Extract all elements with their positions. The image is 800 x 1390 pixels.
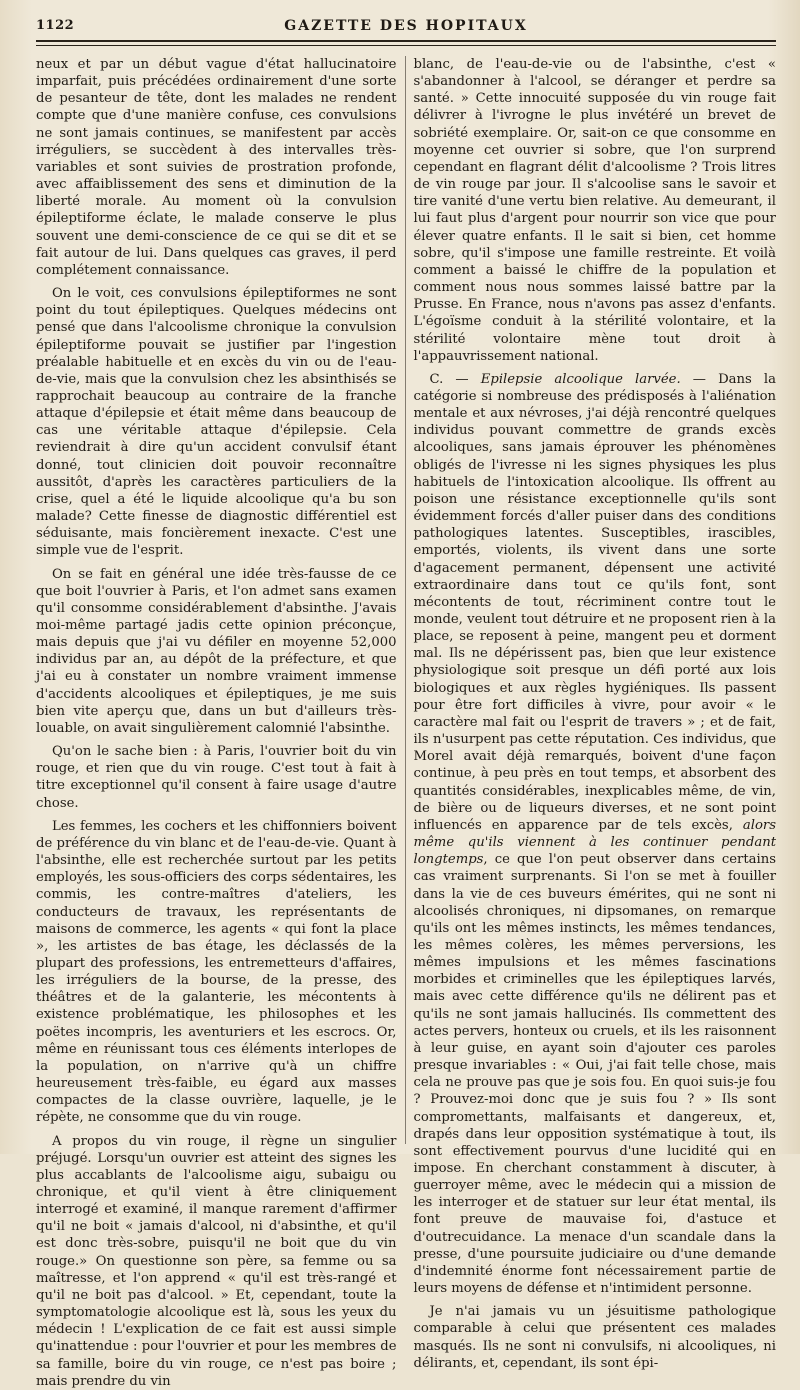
column-divider (405, 56, 406, 1144)
left-column (36, 56, 397, 1389)
paragraph: Qu'on le sache bien : à Paris, l'ouvrier boit du vin rouge, et rien que du vin rouge. C'est tout à fait à titre exceptionnel qu'il consent à faire usage d'autre chose. (36, 744, 397, 811)
section-italic-phrase: alors même qu'ils viennent à les continuer pendant longtemps (413, 817, 776, 868)
paragraph: On se fait en général une idée très-fausse de ce que boit l'ouvrier à Paris, et l'on admet sans examen qu'il consomme considérablement d'absinthe. J'avais moi-même partagé jadis cette opinion préconçue, mais depuis que j'ai vu défiler en moyenne 52,000 individus par an, au dépôt de la préfecture, et que j'ai eu à constater un nombre vraiment immense d'accidents alcooliques et épileptiques, je me suis bien vite aperçu que, dans un but d'ailleurs très-louable, on avait singulièrement calomnié l'absinthe. (36, 566, 397, 736)
paragraph: Les femmes, les cochers et les chiffonniers boivent de préférence du vin blanc et de l'eau-de-vie. Quant à l'absinthe, elle est recherchée surtout par les petits employés, les sous-officiers des corps sédentaires, les commis, les contre-maîtres d'ateliers, les conducteurs de travaux, les représentants de maisons de commerce, les agents « qui font la place », les artistes de bas étage, les déclassés de la plupart des professions, les entremetteurs d'affaires, les irréguliers de la bourse, de la presse, des théâtres et de la galanterie, les mécontents à existence problématique, les philosophes et les poëtes incompris, les aventuriers et les escrocs. Or, même en réunissant tous ces éléments interlopes de la population, on n'arrive qu'à un chiffre heureusement très-faible, eu égard aux masses compactes de la classe ouvrière, laquelle, je le répète, ne consomme que du vin rouge. (36, 818, 397, 1126)
section-intro: — Dans la catégorie si nombreuse des prédisposés à l'aliénation mentale et aux névroses, j'ai déjà rencontré quelques individus pouvant commettre de grands excès alcooliques, sans jamais éprouver les phénomènes obligés de l'ivresse ni les signes physiques les plus habituels de l'intoxication alcoolique. Ils offrent au poison une résistance exceptionnelle qu'ils sont évidemment forcés d'aller puiser dans des conditions pathologiques latentes. Susceptibles, irascibles, emportés, violents, ils vivent dans une sorte d'agacement permanent, dépensent une activité extraordinaire dans tout ce qu'ils font, sont mécontents de tout, récriminent contre tout le monde, veulent tout détruire et ne proposent rien à la place, se reposent à peine, mangent peu et dorment mal. Ils ne dépérissent pas, bien que leur existence physiologique soit presque un défi porté aux lois biologiques et aux règles hygiéniques. Ils passent pour être fort difficiles à vivre, pour avoir « le caractère mal fait ou l'esprit de travers » ; et de fait, ils n'usurpent pas cette réputation. Ces individus, que Morel avait déjà remarqués, boivent d'une façon continue, à peu près en tout temps, et absorbent des quantités considérables, inexplicables même, de vin, de bière ou de liqueurs diverses, et ne sont point influencés en apparence par de tels excès, (413, 371, 777, 833)
section-label: C. — (429, 371, 481, 387)
paragraph: A propos du vin rouge, il règne un singulier préjugé. Lorsqu'un ouvrier est atteint des signes les plus accablants de l'alcoolisme aigu, subaigu ou chronique, et qu'il vient à être cliniquement interrogé et examiné, il manque rarement d'affirmer qu'il ne boit « jamais d'alcool, ni d'absinthe, et qu'il est donc très-sobre, puisqu'il ne boit que du vin rouge.» On questionne son père, sa femme ou sa maîtresse, et l'on apprend « qu'il est très-rangé et qu'il ne boit pas d'alcool. » Et, cependant, toute la symptomatologie alcoolique est là, sous les yeux du médecin ! L'explication de ce fait est aussi simple qu'inattendue : pour l'ouvrier et pour les membres de sa famille, boire du vin rouge, ce n'est pas boire ; mais prendre du vin (36, 1133, 397, 1389)
paragraph: Je n'ai jamais vu un jésuitisme pathologique comparable à celui que présentent ces malades masqués. Ils ne sont ni convulsifs, ni alcooliques, ni délirants, et, cependant, ils sont épi- (413, 1304, 776, 1371)
article-body (36, 56, 777, 1389)
journal-title: GAZETTE DES HOPITAUX (284, 18, 528, 34)
page-header (36, 14, 776, 42)
paragraph: On le voit, ces convulsions épileptiformes ne sont point du tout épileptiques. Quelques médecins ont pensé que dans l'alcoolisme chronique la convulsion épileptiforme pouvait se justifier par l'ingestion préalable habituelle et en excès du vin ou de l'eau-de-vie, mais que la convulsion chez les absinthisés se rapprochait beaucoup au contraire de la franche attaque d'épilepsie et était même dans beaucoup de cas une véritable attaque d'épilepsie. Cela reviendrait à dire qu'un accident convulsif étant donné, tout clinicien doit pouvoir reconnaître aussitôt, d'après les caractères particuliers de la crise, quel a été le liquide alcoolique qu'a bu son malade? Cette finesse de diagnostic différentiel est séduisante, mais foncièrement inexacte. C'est une simple vue de l'esprit. (36, 286, 397, 559)
paragraph: neux et par un début vague d'état hallucinatoire imparfait, puis précédées ordinairement d'une sorte de pesanteur de tête, dont les malades ne rendent compte que d'une manière confuse, ces convulsions ne sont jamais continues, se manifestent par accès irréguliers, se succèdent à des intervalles très-variables et sont suivies de prostration profonde, avec affaiblissement des sens et diminution de la liberté morale. Au moment où la convulsion épileptiforme éclate, le malade conserve le plus souvent une demi-conscience de ce qui se dit et se fait autour de lui. Dans quelques cas graves, il perd complétement connaissance. (36, 57, 397, 278)
page-number: 1122 (36, 18, 75, 33)
section-title: Epilepsie alcoolique larvée. (480, 371, 681, 387)
section-outro: , ce que l'on peut observer dans certains cas vraiment surprenants. Si l'on se met à fouiller dans la vie de ces buveurs émérites, qui ne sont ni alcoolisés chroniques, ni dipsomanes, on remarque qu'ils ont les mêmes instincts, les mêmes tendances, les mêmes colères, les mêmes perversions, les mêmes impulsions et les mêmes fascinations morbides et criminelles que les épileptiques larvés, mais avec cette différence qu'ils ne délirent pas et qu'ils ne sont jamais hallucinés. Ils commettent des actes pervers, honteux ou cruels, et ils les raisonnent à leur guise, en ayant soin d'ajouter ces paroles presque invariables : « Oui, j'ai fait telle chose, mais cela ne prouve pas que je sois fou. En quoi suis-je fou ? Prouvez-moi donc que je suis fou ? » Ils sont compromettants, malfaisants et dangereux, et, drapés dans leur opposition systématique à tout, ils sont effectivement pourvus d'une lucidité qui en impose. En cherchant constamment à discuter, à guerroyer même, avec le médecin qui a mission de les interroger et de statuer sur leur état mental, ils font preuve de mauvaise foi, d'astuce et d'outrecuidance. La menace d'un scandale dans la presse, d'une poursuite judiciaire ou d'une demande d'indemnité énorme font nécessairement partie de leurs moyens de défense et n'intimident personne. (413, 852, 776, 1297)
section-paragraph (414, 371, 777, 1297)
right-column (413, 56, 777, 1371)
paragraph: blanc, de l'eau-de-vie ou de l'absinthe, c'est « s'abandonner à l'alcool, se déranger et perdre sa santé. » Cette innocuité supposée du vin rouge fait délivrer à l'ivrogne le plus invétéré un brevet de sobriété exemplaire. Or, sait-on ce que consomme en moyenne cet ouvrier si sobre, que l'on surprend cependant en flagrant délit d'alcoolisme ? Trois litres de vin rouge par jour. Il s'alcoolise sans le savoir et tire vanité d'une vertu bien relative. Au demeurant, il lui faut plus d'argent pour nourrir son vice que pour élever quatre enfants. Il le sait si bien, cet homme sobre, qu'il s'impose une famille restreinte. Et voilà comment a baissé le chiffre de la population et comment nous nous sommes laissé battre par la Prusse. En France, nous n'avons pas assez d'enfants. L'égoïsme conduit à la stérilité volontaire, et la stérilité volontaire mène tout droit à l'appauvrissement national. (413, 57, 776, 364)
